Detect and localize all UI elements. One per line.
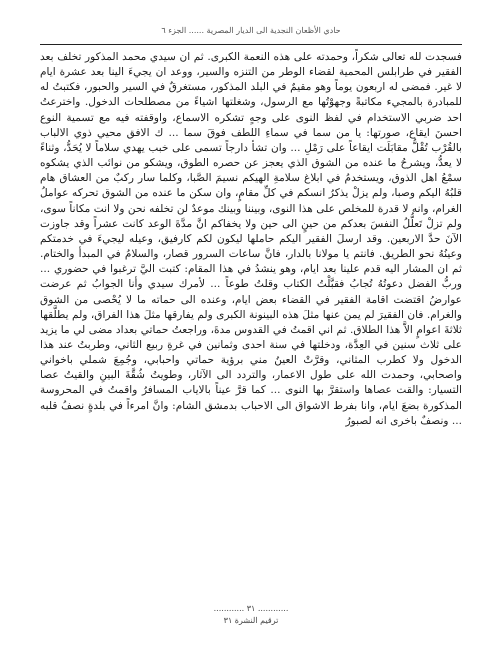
- running-header-title: حادي الأظعان النجدية الى الديار المصرية ...... الجزء ٦: [161, 26, 341, 35]
- body-text: [40, 50, 462, 429]
- header-rule: [40, 44, 462, 45]
- footer-code: ترقيم النشرة ٣١: [223, 616, 279, 625]
- body-paragraph: فسجدت لله تعالى شكراً، وحمدته على هذه النعمة الكبرى. ثم ان سيدي محمد المذكور تخلف بعد الفقير في طرابلس المحمية لقضاء الوطر من التنزه والسير، ووعد ان يجيءَ الينا بعد عشرة ايام لا غير. فمضى له اربعون يوماً وهو مقيمٌ في البلد المذكور، مستغرقٌ في السير والحبور، فكتبتُ له للمبادرة بالمجيء مكاتبةً وجهوْتُها مع الرسول، وشغلتها اشياءً من مصطلحات الدخول. واخترعتُ احد ضربي الاستخدام في لفظ النوى على وجهٍ تشكره الاسماع، واوقفته فيه مع تسمية النوع احسنَ ايقاع، صورتها: يا من سما في سماءِ اللطف فوقَ سما ... ك الافق محيي ذوي الالباب بالقُرْب تُقْلُّ مقابَلَت ايقاعاً على رَمْلِ ... وان تشأ دارجاً تسمى على خبب يهدي سلاماً لا يُحَدُّ، وثناءً لا يعدُّ، ويشرحُ ما عنده من الشوق الذي يعجز عن حصره الطوق، ويشكو من نوائب الذي يشكوه سمْعُ اهل الذوق، ويستخدمُ في ابلاغ سلامةِ الهيكم نسيمَ الصَّبا، وكلما سار ركبٌ من العشاق هام قلبُهُ اليكم وصبا، ولم يزلْ يذكرُ انسكم في كلِّ مقامٍ، وان سكن ما عنده من الشوق تحركه عواملُ الغرام، وانه لا قدرة للمخلص على هذا النوى، وبيننا وبينك موعدٌ لن تخلفه نحن ولا انت مكاناً سوى، ولم تزلْ تَعلُّلُ النفسَ بعدكم من حينٍ الى حين ولا يخفاكم انَّ مدَّةَ الوعد كانت عشراً وقد جاوزت الآنَ حدَّ الاربعين. وقد ارسلَ الفقير اليكم حاملها ليكون لكم كارفيق، وعيله ليجيءَ في خدمتكم وعينُهُ نحو الطريق. فانتم يا مولانا بالدار، فانَّ ساعات السرور قصار، والسلامُ في المبدأ والختام. ثم ان المشار اليه قدم علينا بعد ايام، وهو ينشدُ في هذا المقام: كتبت اليَّ ترغبوا في حضوري ... وربُّ الفضل دعوتُهُ تُجابُ فقبَّلْتُ الكتاب وقلتُ طوعاً ... لأمرك سيدي وأنا الجوابُ ثم عرضت عوارضُ اقتضت اقامة الفقير في القضاء بعض ايام، وعنده الى حماته ما لا يُحْصى من الشوق والغرام. فان الفقيرَ لم يمن عنها مثلَ هذه البينونة الكبرى ولم يفارقها مثلَ هذا الفراق، ولم يطلَّقها ثلاثةَ اعوامٍ الاَّ هذا الطلاق. ثم اني اقمتُ في القدوس مدةَ، وراجعتُ حماتي بعداد مضى لي ما يزيد على ثلاث سنين في العِدَّة، ودخلتها في سنة احدى وثمانين في غرةِ ربيع الثاني، وطربتُ عند هذا الدخول ولا كطرب المثاني، وقرَّتْ العينُ مني برؤية حماتي واحبابي، وجُمِعَ شملي باخواني واصحابي، وحمدت الله على طول الاعمار، والتردد الى الآثار، وطويتُ شُقَّةَ البينِ والقيتُ عصا التسيار: والقت عصاها واستقرَّ بها النوى ... كما قرَّ عيناً بالاياب المسافرُ واقمتُ في المحروسة المذكورة بضعَ ايام، وانا بفرط الاشواق الى الاحباب بدمشق الشام: وانَّ امرءاً في بلدةٍ نصفُ قلبه ... ونصفٌ باخرى انه لصبورُ: [39, 51, 462, 427]
- footer-page-number: ............ ٣١ ............: [213, 604, 289, 613]
